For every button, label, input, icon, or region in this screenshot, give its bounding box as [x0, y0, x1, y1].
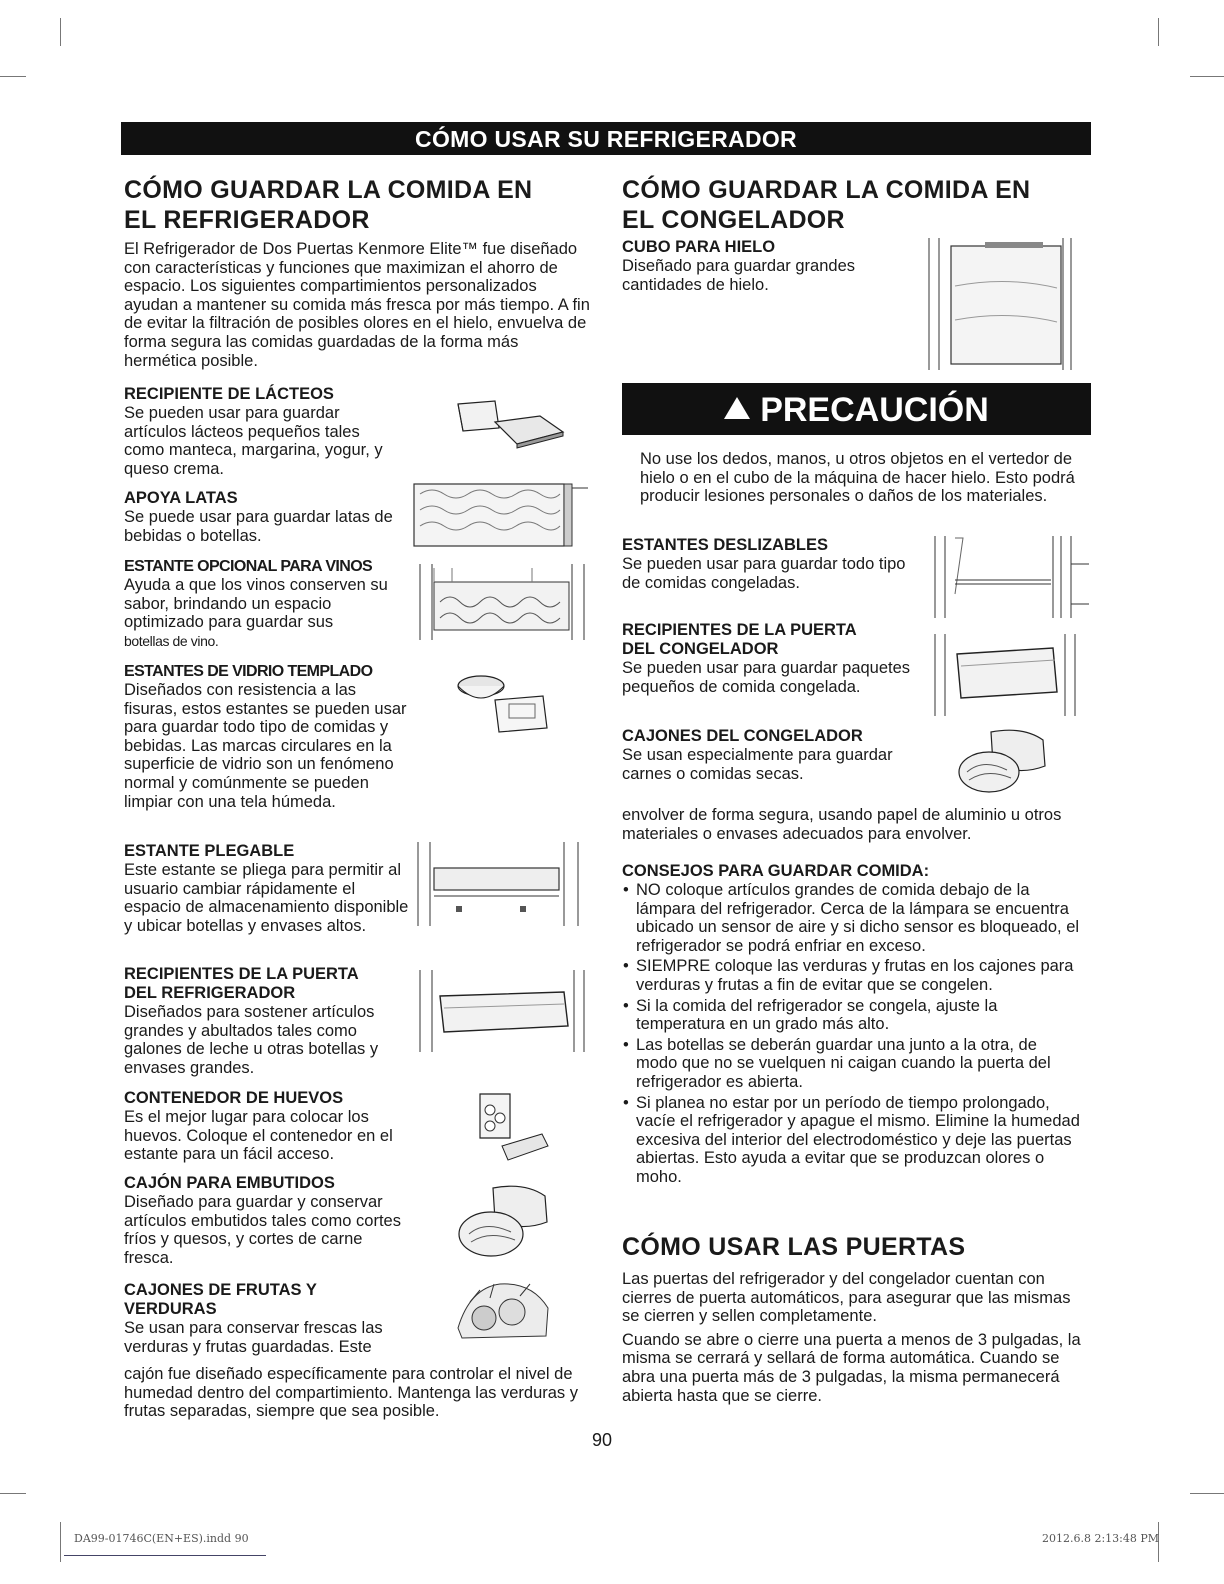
- folding-shelf-illustration: [412, 840, 590, 928]
- warning-icon: [724, 397, 750, 419]
- freezer-drawer-section: CAJONES DEL CONGELADOR Se usan especialmente para guardar carnes o comidas secas.: [622, 727, 893, 783]
- list-item: • Si planea no estar por un período de tiempo prolongado, vacíe el refrigerador y apague el mismo. Elimine la humedad excesiva del interior del electrodoméstico y deje las puertas abiertas. Esto ayuda a evitar que se produzcan olores o moho.: [622, 1094, 1082, 1187]
- door-bin-illustration: [414, 968, 590, 1054]
- doors-section: Las puertas del refrigerador y del congelador cuentan con cierres de puerta automáticos, para asegurar que las mismas se cierren y sellen completamente. Cuando se abre o cierre una puerta a menos de 3 pulgadas, la misma se cerrará y sellará de forma automática. Cuando se abra una puerta más de 3 pulgadas, la misma permanecerá abierta hasta que se cierre.: [622, 1270, 1081, 1405]
- crisper-drawer-illustration: [450, 1278, 556, 1342]
- caution-text: No use los dedos, manos, u otros objetos en el vertedor de hielo o en el cubo de la máquina de hacer hielo. Esto podrá producir lesiones personales o daños de los materiales.: [640, 450, 1075, 506]
- crop-mark: [60, 1522, 61, 1562]
- footer-rule: [64, 1555, 266, 1556]
- veg-continued: cajón fue diseñado específicamente para controlar el nivel de humedad dentro del compartimiento. Mantenga las verduras y frutas separadas, siempre que sea posible.: [124, 1365, 578, 1421]
- veg-section: CAJONES DE FRUTAS Y VERDURAS Se usan para conservar frescas las verduras y frutas guardadas. Este: [124, 1281, 383, 1356]
- deli-section: CAJÓN PARA EMBUTIDOS Diseñado para guardar y conservar artículos embutidos tales como cortes fríos y quesos, y cortes de carne fresca.: [124, 1174, 401, 1267]
- dairy-section: RECIPIENTE DE LÁCTEOS Se pueden usar para guardar artículos lácteos pequeños tales como manteca, margarina, yogur, y queso crema.: [124, 385, 383, 478]
- doors-title: CÓMO USAR LAS PUERTAS: [622, 1233, 966, 1261]
- door-section: RECIPIENTES DE LA PUERTA DEL REFRIGERADOR Diseñados para sostener artículos grandes y abultados tales como galones de leche u otras botellas y envases grandes.: [124, 965, 379, 1077]
- list-item: • NO coloque artículos grandes de comida debajo de la lámpara del refrigerador. Cerca de la lámpara se encuentra ubicado un sensor de aire y si dicho sensor es bloqueado, el refrigerador se podrá enfriar en exceso.: [622, 881, 1082, 955]
- deli-drawer-illustration: [455, 1182, 555, 1262]
- egg-container-illustration: [472, 1090, 550, 1168]
- tips-list: [622, 881, 1082, 1187]
- crop-mark: [60, 18, 61, 46]
- right-title: CÓMO GUARDAR LA COMIDA EN EL CONGELADOR: [622, 176, 1031, 234]
- list-item: • Las botellas se deberán guardar una junto a la otra, de modo que no se vuelquen ni caigan cuando la puerta del refrigerador es abierta.: [622, 1036, 1082, 1092]
- caution-banner: PRECAUCIÓN: [622, 383, 1091, 435]
- freezer-door-section: RECIPIENTES DE LA PUERTA DEL CONGELADOR Se pueden usar para guardar paquetes pequeños de comida congelada.: [622, 621, 911, 696]
- wine-section: ESTANTE OPCIONAL PARA VINOS Ayuda a que los vinos conserven su sabor, brindando un espacio optimizado para guardar sus botellas de vino.: [124, 558, 388, 649]
- cans-section: APOYA LATAS Se puede usar para guardar latas de bebidas o botellas.: [124, 489, 393, 545]
- slide-section: ESTANTES DESLIZABLES Se pueden usar para guardar todo tipo de comidas congeladas.: [622, 536, 906, 592]
- crop-mark: [0, 76, 26, 77]
- left-title: CÓMO GUARDAR LA COMIDA EN EL REFRIGERADOR: [124, 176, 533, 234]
- ice-section: CUBO PARA HIELO Diseñado para guardar grandes cantidades de hielo.: [622, 238, 855, 294]
- crop-mark: [1190, 1493, 1224, 1494]
- crop-mark: [1158, 18, 1159, 46]
- footer-timestamp: 2012.6.8 2:13:48 PM: [1042, 1532, 1160, 1545]
- freezer-drawer-illustration: [955, 726, 1055, 796]
- wrap-text: envolver de forma segura, usando papel de aluminio u otros materiales o envases adecuados para envolver.: [622, 806, 1062, 843]
- dairy-bin-illustration: [455, 398, 570, 450]
- egg-section: CONTENEDOR DE HUEVOS Es el mejor lugar para colocar los huevos. Coloque el contenedor en el estante para un fácil acceso.: [124, 1089, 393, 1164]
- page-number: 90: [592, 1430, 613, 1450]
- ice-bucket-illustration: [915, 236, 1090, 372]
- glass-section: ESTANTES DE VIDRIO TEMPLADO Diseñados con resistencia a las fisuras, estos estantes se pueden usar para guardar todo tipo de comidas y bebidas. Las marcas circulares en la superficie de vidrio son un fenómeno normal y comúnmente se pueden limpiar con una tela húmeda.: [124, 663, 407, 811]
- crop-mark: [0, 1493, 26, 1494]
- footer-file: DA99-01746C(EN+ES).indd 90: [74, 1532, 249, 1545]
- left-intro: El Refrigerador de Dos Puertas Kenmore Elite™ fue diseñado con características y funciones que maximizan el ahorro de espacio. Los siguientes compartimientos personalizados ayudan a mantener su comida más fresca por más tiempo. A fin de evitar la filtración de posibles olores en el hielo, envuelva de forma segura las comidas guardadas de la forma más hermética posible.: [124, 240, 590, 370]
- section-banner: CÓMO USAR SU REFRIGERADOR: [121, 122, 1091, 155]
- tips-section: CONSEJOS PARA GUARDAR COMIDA: • NO coloque artículos grandes de comida debajo de la lámpara del refrigerador. Cerca de la lámpara se encuentra ubicado un sensor de aire y si dicho sensor es bloqueado, el refrigerador se podrá enfriar en exceso. • SIEMPRE coloque las verduras y frutas en los cajones para verduras y frutas a fin de evitar que se congelen. • Si la comida del refrigerador se congela, ajuste la temperatura en un grado más alto. • Las botellas se deberán guardar una junto a la otra, de modo que no se vuelquen ni caigan cuando la puerta del refrigerador es abierta. • Si planea no estar por un período de tiempo prolongado, vacíe el refrigerador y apague el mismo. Elimine la humedad excesiva del interior del electrodoméstico y deje las puertas abiertas. Esto ayuda a evitar que se produzcan olores o moho.: [622, 862, 1082, 1189]
- glass-shelf-illustration: [455, 670, 555, 740]
- fold-section: ESTANTE PLEGABLE Este estante se pliega para permitir al usuario cambiar rápidamente el espacio de almacenamiento disponible y ubicar botellas y envases altos.: [124, 842, 409, 935]
- list-item: • Si la comida del refrigerador se congela, ajuste la temperatura en un grado más alto.: [622, 997, 1082, 1034]
- sliding-shelf-illustration: [915, 534, 1090, 620]
- can-rack-illustration: [412, 480, 590, 550]
- wine-rack-illustration: [412, 562, 590, 642]
- freezer-door-bin-illustration: [915, 632, 1090, 718]
- crop-mark: [1190, 76, 1224, 77]
- list-item: • SIEMPRE coloque las verduras y frutas en los cajones para verduras y frutas a fin de evitar que se congelen.: [622, 957, 1082, 994]
